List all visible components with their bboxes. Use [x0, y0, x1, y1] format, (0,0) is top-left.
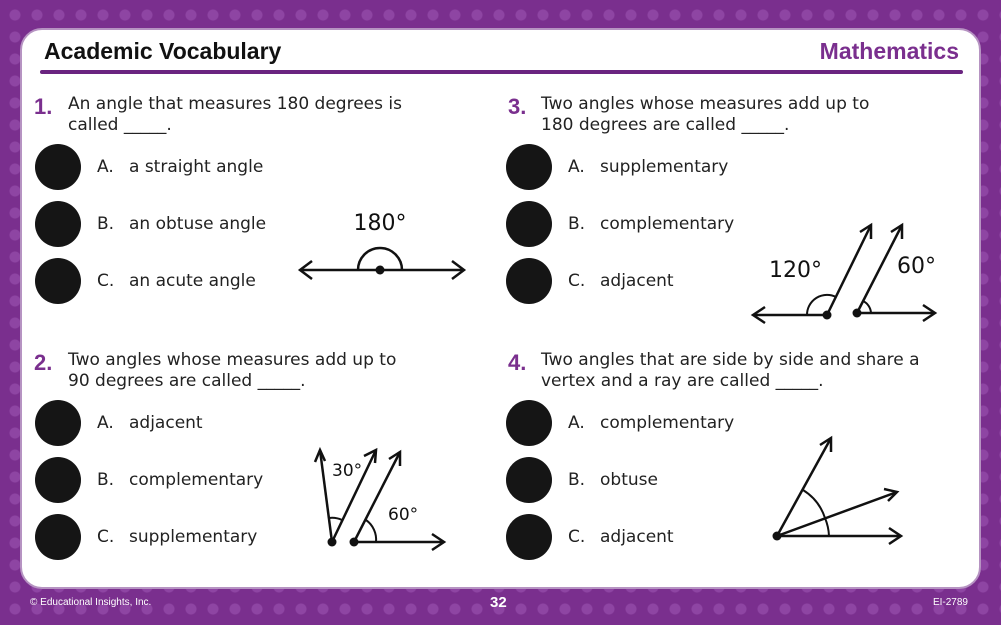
question-1-text-line2: called _____. [68, 115, 172, 135]
question-4-text [541, 350, 920, 392]
option-text: adjacent [600, 527, 674, 547]
answer-bubble-2c[interactable] [35, 514, 81, 560]
option-2c [97, 527, 257, 547]
complementary-angles-diagram [312, 440, 452, 560]
option-text: complementary [600, 214, 735, 234]
question-3-number: 3. [508, 94, 527, 119]
option-letter: A. [568, 157, 585, 177]
straight-angle-diagram [292, 200, 472, 290]
page-number: 32 [490, 594, 507, 611]
supplementary-angles-diagram [747, 215, 947, 330]
option-3a [568, 157, 728, 177]
subject-label: Mathematics [819, 38, 959, 64]
header-divider [40, 70, 963, 74]
option-2b [97, 470, 263, 490]
angle-label-60: 60° [388, 505, 419, 525]
option-letter: C. [568, 271, 586, 291]
question-4-text-line1: Two angles that are side by side and share a [541, 350, 920, 370]
question-3-text-line2: 180 degrees are called _____. [541, 115, 790, 135]
answer-bubble-2a[interactable] [35, 400, 81, 446]
angle-label-30: 30° [332, 461, 363, 481]
option-text: complementary [600, 413, 735, 433]
option-text: adjacent [600, 271, 674, 291]
angle-label-60: 60° [897, 254, 936, 279]
question-2-text-line2: 90 degrees are called _____. [68, 371, 306, 391]
option-letter: C. [97, 271, 115, 291]
answer-bubble-2b[interactable] [35, 457, 81, 503]
question-1-text-line1: An angle that measures 180 degrees is [68, 94, 402, 114]
option-letter: C. [97, 527, 115, 547]
answer-bubble-1a[interactable] [35, 144, 81, 190]
answer-bubble-4a[interactable] [506, 400, 552, 446]
adjacent-angles-diagram [767, 430, 917, 550]
option-4a [568, 413, 734, 433]
worksheet-card [20, 28, 981, 589]
option-4c [568, 527, 674, 547]
question-2-number: 2. [34, 350, 53, 375]
option-letter: B. [568, 470, 586, 490]
question-2-text [68, 350, 396, 392]
option-letter: A. [97, 413, 114, 433]
option-text: an acute angle [129, 271, 256, 291]
option-2a [97, 413, 203, 433]
answer-bubble-3a[interactable] [506, 144, 552, 190]
option-text: complementary [129, 470, 264, 490]
angle-label-120: 120° [769, 258, 822, 283]
copyright-text: © Educational Insights, Inc. [30, 597, 152, 608]
answer-bubble-4b[interactable] [506, 457, 552, 503]
option-3c [568, 271, 674, 291]
option-letter: B. [568, 214, 586, 234]
answer-bubble-3c[interactable] [506, 258, 552, 304]
answer-bubble-1b[interactable] [35, 201, 81, 247]
question-2-text-line1: Two angles whose measures add up to [68, 350, 397, 370]
option-3b [568, 214, 734, 234]
page-title: Academic Vocabulary [44, 38, 282, 64]
question-1-text [68, 94, 402, 136]
option-text: an obtuse angle [129, 214, 267, 234]
option-text: adjacent [129, 413, 203, 433]
option-4b [568, 470, 658, 490]
question-1-number: 1. [34, 94, 53, 119]
question-4-number: 4. [508, 350, 527, 375]
question-3-text-line1: Two angles whose measures add up to [541, 94, 870, 114]
option-letter: B. [97, 214, 115, 234]
option-1b [97, 214, 266, 234]
option-text: supplementary [600, 157, 729, 177]
option-letter: A. [97, 157, 114, 177]
question-4-text-line2: vertex and a ray are called _____. [541, 371, 824, 391]
option-letter: A. [568, 413, 585, 433]
option-1c [97, 271, 256, 291]
answer-bubble-4c[interactable] [506, 514, 552, 560]
product-code: EI-2789 [932, 597, 968, 608]
option-1a [97, 157, 263, 177]
option-letter: C. [568, 527, 586, 547]
option-text: a straight angle [129, 157, 264, 177]
answer-bubble-1c[interactable] [35, 258, 81, 304]
option-text: obtuse [600, 470, 658, 490]
option-letter: B. [97, 470, 115, 490]
question-3-text [541, 94, 869, 136]
option-text: supplementary [129, 527, 258, 547]
angle-label-180: 180° [353, 211, 407, 236]
answer-bubble-3b[interactable] [506, 201, 552, 247]
